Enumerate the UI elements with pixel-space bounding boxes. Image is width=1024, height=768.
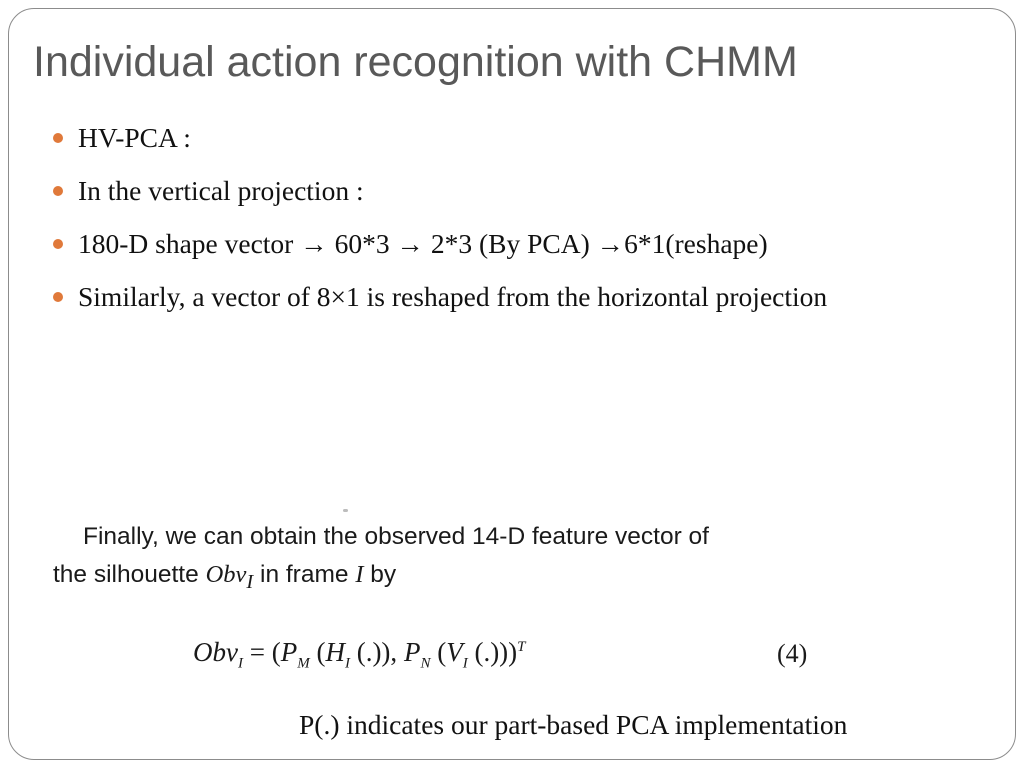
bullet-dot-icon	[53, 186, 63, 196]
slide-frame	[8, 8, 1016, 760]
scan-artifact	[343, 509, 348, 512]
excerpt-line-2	[53, 561, 396, 594]
bullet-dot-icon	[53, 292, 63, 302]
equation-number: (4)	[777, 639, 808, 668]
slide-title: Individual action recognition with CHMM	[33, 38, 798, 86]
bullet-item	[53, 174, 1013, 227]
bullet-text: In the vertical projection :	[78, 175, 364, 206]
bullet-dot-icon	[53, 239, 63, 249]
bullet-item	[53, 280, 1013, 333]
bullet-dot-icon	[53, 133, 63, 143]
bullet-item	[53, 121, 1013, 174]
bullet-list	[53, 121, 1013, 333]
bullet-text: Similarly, a vector of 8×1 is reshaped from the horizontal projection	[78, 281, 828, 312]
excerpt-text: the silhouette	[53, 561, 206, 588]
excerpt-text: in frame	[253, 561, 356, 588]
excerpt-line-1: Finally, we can obtain the observed 14-D feature vector of	[83, 523, 709, 550]
bullet-item	[53, 227, 1013, 280]
excerpt-text: by	[363, 561, 397, 588]
bullet-text: 180-D shape vector → 60*3 → 2*3 (By PCA) →6*1(reshape)	[78, 228, 768, 259]
bullet-text: HV-PCA :	[78, 122, 191, 153]
paper-excerpt-image	[53, 509, 843, 689]
observation-variable: Obv$_I$	[205, 561, 254, 593]
caption: P(.) indicates our part-based PCA implementation	[299, 709, 848, 740]
frame-variable: I	[355, 561, 364, 588]
equation: $Obv_I = (P_M$ ($H_I$ (.)), $P_N$ ($V_I$ (.)))$^T$	[193, 637, 526, 672]
